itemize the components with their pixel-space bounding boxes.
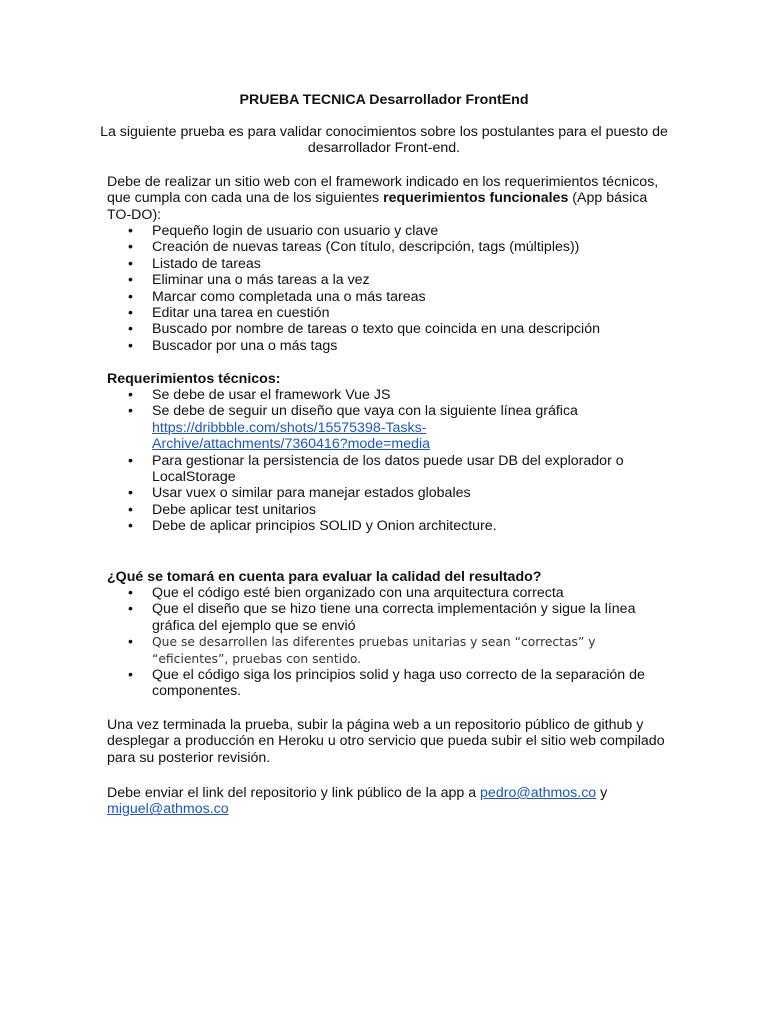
intro-line-2: desarrollador Front-end. — [307, 140, 461, 157]
document-title: PRUEBA TECNICA Desarrollador FrontEnd — [239, 92, 529, 108]
list-item-text: Buscador por una o más tags — [152, 337, 338, 354]
bullet-icon: • — [128, 255, 133, 272]
list-item — [107, 585, 647, 601]
list-item-text: Que el código esté bien organizado con una arquitectura correcta — [152, 585, 564, 601]
bullet-icon: • — [128, 305, 133, 322]
list-item — [107, 453, 647, 486]
list-item-text: Debe aplicar test unitarios — [152, 501, 317, 518]
list-item-text: Se debe de usar el framework Vue JS — [152, 387, 391, 403]
contact-paragraph — [107, 785, 667, 818]
list-item — [107, 601, 647, 634]
bullet-icon: • — [128, 501, 133, 518]
quality-criteria-heading: ¿Qué se tomará en cuenta para evaluar la calidad del resultado? — [107, 569, 542, 585]
contact-connector: y — [596, 785, 608, 801]
intro-line-1: La siguiente prueba es para validar conocimientos sobre los postulantes para el puesto de — [100, 124, 668, 140]
list-item — [107, 518, 647, 534]
list-item — [107, 321, 647, 337]
functional-requirements-list — [107, 223, 647, 354]
bullet-icon: • — [128, 452, 133, 469]
bullet-icon: • — [128, 321, 133, 338]
functional-requirements-emphasis: requerimientos funcionales — [383, 190, 569, 207]
list-item — [107, 634, 647, 667]
list-item-text: Editar una tarea en cuestión — [152, 305, 330, 322]
bullet-icon: • — [128, 601, 133, 618]
bullet-icon: • — [128, 288, 133, 305]
bullet-icon: • — [128, 667, 133, 684]
list-item — [107, 256, 647, 272]
list-item — [107, 289, 647, 305]
list-item — [107, 387, 647, 403]
bullet-icon: • — [128, 272, 133, 289]
list-item — [107, 338, 647, 354]
technical-requirements-heading: Requerimientos técnicos: — [107, 371, 281, 387]
bullet-icon: • — [128, 387, 133, 403]
list-item — [107, 485, 647, 501]
list-item-text: Que el código siga los principios solid y haga uso correcto de la separación de componentes. — [152, 667, 645, 700]
contact-text: Debe enviar el link del repositorio y link público de la app a — [107, 785, 481, 801]
list-item-text: Buscado por nombre de tareas o texto que coincida en una descripción — [152, 321, 600, 338]
dribbble-link-line-1: https://dribbble.com/shots/15575398-Tasks- — [152, 419, 427, 436]
requirements-intro-paragraph — [107, 174, 667, 223]
list-item-text: Pequeño login de usuario con usuario y clave — [152, 223, 439, 239]
intro-paragraph — [0, 124, 768, 157]
requirements-intro-tail: (App básica TO-DO): — [107, 190, 648, 223]
list-item-text: Listado de tareas — [152, 255, 261, 272]
bullet-icon: • — [128, 337, 133, 354]
list-item-text: Eliminar una o más tareas a la vez — [152, 272, 370, 289]
email-link-miguel[interactable]: miguel@athmos.co — [107, 801, 229, 818]
list-item — [107, 223, 647, 239]
quality-criteria-list — [107, 585, 647, 700]
bullet-icon: • — [128, 518, 133, 535]
bullet-icon: • — [128, 239, 133, 256]
list-item-text: Que el diseño que se hizo tiene una correcta implementación y sigue la línea gráfica del ejemplo que se envió — [152, 601, 636, 634]
list-item-text: Usar vuex o similar para manejar estados globales — [152, 485, 471, 502]
requirements-intro-text: Debe de realizar un sitio web con el framework indicado en los requerimientos técnicos, que cumpla con cada una de los siguientes — [107, 174, 659, 207]
bullet-icon: • — [128, 485, 133, 502]
list-item — [107, 239, 647, 255]
list-item — [107, 403, 647, 452]
submission-paragraph: Una vez terminada la prueba, subir la página web a un repositorio público de github y desplegar a producción en Heroku u otro servicio que pueda subir el sitio web compilado para su posterior revisión. — [107, 717, 665, 766]
technical-requirements-list — [107, 387, 647, 535]
list-item-text: Marcar como completada una o más tareas — [152, 288, 426, 305]
bullet-icon: • — [128, 585, 133, 601]
dribbble-link[interactable] — [152, 420, 430, 452]
list-item — [107, 305, 647, 321]
list-item-text: Que se desarrollen las diferentes pruebas unitarias y sean “correctas” y “eficientes”, pruebas con sentido. — [152, 635, 596, 666]
list-item-text: Para gestionar la persistencia de los datos puede usar DB del explorador o LocalStorage — [152, 452, 624, 486]
list-item-text: Debe de aplicar principios SOLID y Onion architecture. — [152, 518, 497, 535]
list-item — [107, 667, 647, 700]
dribbble-link-line-2: Archive/attachments/7360416?mode=media — [152, 436, 431, 453]
bullet-icon: • — [128, 634, 133, 651]
list-item — [107, 502, 647, 518]
list-item-text: Creación de nuevas tareas (Con título, descripción, tags (múltiples)) — [152, 239, 580, 256]
list-item-text: Se debe de seguir un diseño que vaya con la siguiente línea gráfica — [152, 403, 578, 420]
bullet-icon: • — [128, 403, 133, 420]
list-item — [107, 272, 647, 288]
email-link-pedro[interactable]: pedro@athmos.co — [480, 785, 597, 801]
bullet-icon: • — [128, 223, 133, 239]
